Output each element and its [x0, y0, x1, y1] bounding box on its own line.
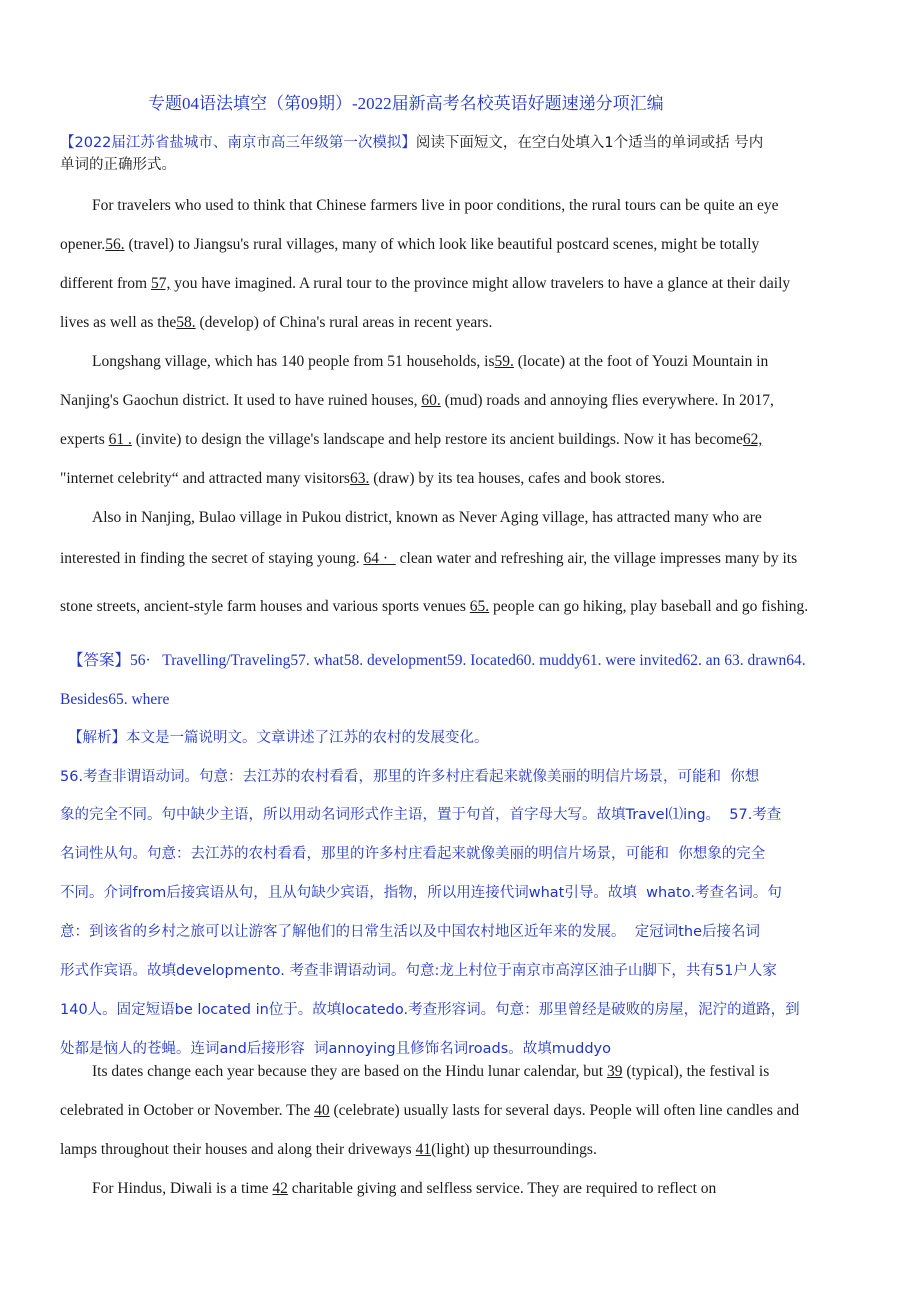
p1-text: different from: [60, 275, 151, 292]
analysis-line-9: 处都是恼人的苍蝇。连词and后接形容 词annoying且修饰名词roads。故填muddyo: [60, 1041, 611, 1057]
p4-text: (celebrate) usually lasts for several days. People will often line candles and: [329, 1102, 800, 1119]
blank-65: 65.: [469, 598, 490, 615]
blank-41: 41: [415, 1141, 432, 1158]
p3-line-1: Also in Nanjing, Bulao village in Pukou district, known as Never Aging village, has attracted many who are: [92, 509, 762, 526]
blank-61: 61 .: [108, 431, 132, 448]
source-tag: 【2022届江苏省盐城市、南京市高三年级第一次模拟】: [60, 135, 416, 151]
p4-line-1: [92, 1062, 769, 1082]
p2-line-3: [60, 430, 762, 450]
p1-text: (travel) to Jiangsu's rural villages, many of which look like beautiful postcard scenes, might be totally: [124, 236, 760, 253]
blank-59: 59.: [494, 353, 514, 370]
analysis-line-7: 形式作宾语。故填developmento. 考查非谓语动词。句意:龙上村位于南京市高淳区油子山脚下，共有51户人家: [60, 963, 777, 979]
p1-text: lives as well as the: [60, 314, 177, 331]
p2-text: "internet celebrity“ and attracted many visitors: [60, 470, 350, 487]
analysis-line-8: 140人。固定短语be located in位于。故填locatedo.考查形容词。句意：那里曾经是破败的房屋，泥泞的道路，到: [60, 1002, 800, 1018]
p2-text: Longshang village, which has 140 people from 51 households, is: [92, 353, 495, 370]
instruction-line-1: [60, 133, 763, 153]
analysis-line-4: 名词性从句。句意：去江苏的农村看看，那里的许多村庄看起来就像美丽的明信片场景，可能和 你想象的完全: [60, 846, 766, 862]
blank-60: 60.: [421, 392, 441, 409]
instruction-text: 阅读下面短文，在空白处填入1个适当的单词或括 号内: [415, 135, 764, 151]
p4-text: Its dates change each year because they are based on the Hindu lunar calendar, but: [92, 1063, 607, 1080]
p1-text: (develop) of China's rural areas in recent years.: [195, 314, 493, 331]
blank-39: 39: [606, 1063, 623, 1080]
p3-line-3: [60, 597, 808, 617]
p5-text: For Hindus, Diwali is a time: [92, 1180, 273, 1197]
p4-line-2: [60, 1101, 799, 1121]
p5-text: charitable giving and selfless service. They are required to reflect on: [287, 1180, 717, 1197]
answer-line-2: Besides65. where: [60, 691, 170, 708]
p3-line-2: [60, 549, 797, 569]
p2-text: (mud) roads and annoying flies everywhere. In 2017,: [440, 392, 774, 409]
blank-42: 42: [272, 1180, 288, 1197]
blank-56: 56.: [105, 236, 125, 253]
p1-line-1: For travelers who used to think that Chinese farmers live in poor conditions, the rural tours can be quite an eye: [92, 197, 779, 214]
analysis-line-3: 象的完全不同。句中缺少主语，所以用动名词形式作主语，置于句首，首字母大写。故填Travel⑴ing。 57.考查: [60, 807, 782, 823]
p1-line-4: [60, 313, 492, 333]
analysis-line-6: 意：到该省的乡村之旅可以让游客了解他们的日常生活以及中国农村地区近年来的发展。 定冠词the后接名词: [60, 924, 761, 940]
p2-line-4: [60, 469, 665, 489]
p2-line-2: [60, 391, 774, 411]
p3-text: interested in finding the secret of staying young.: [60, 550, 364, 567]
blank-57: 57,: [150, 275, 171, 292]
p4-line-3: [60, 1140, 597, 1160]
p2-text: (locate) at the foot of Youzi Mountain in: [513, 353, 769, 370]
p5-line-1: [92, 1179, 716, 1199]
blank-62: 62,: [742, 431, 763, 448]
instruction-line-2: 单词的正确形式。: [60, 157, 176, 173]
p2-text: Nanjing's Gaochun district. It used to have ruined houses,: [60, 392, 422, 409]
p1-line-3: [60, 274, 790, 294]
p2-text: (draw) by its tea houses, cafes and book stores.: [369, 470, 666, 487]
p4-text: (light) up thesurroundings.: [431, 1141, 597, 1158]
p3-text: stone streets, ancient-style farm houses and various sports venues: [60, 598, 470, 615]
page-title: 专题04语法填空（第09期）-2022届新高考名校英语好题速递分项汇编: [148, 94, 664, 113]
p1-line-2: [60, 235, 759, 255]
p2-text: experts: [60, 431, 109, 448]
p1-text: you have imagined. A rural tour to the province might allow travelers to have a glance at their daily: [170, 275, 791, 292]
p3-text: people can go hiking, play baseball and go fishing.: [489, 598, 809, 615]
blank-58: 58.: [176, 314, 196, 331]
analysis-line-1: 【解析】本文是一篇说明文。文章讲述了江苏的农村的发展变化。: [68, 730, 489, 746]
analysis-line-2: 56.考查非谓语动词。句意：去江苏的农村看看，那里的许多村庄看起来就像美丽的明信片场景，可能和 你想: [60, 769, 760, 785]
p2-line-1: [92, 352, 768, 372]
p4-text: lamps throughout their houses and along their driveways: [60, 1141, 416, 1158]
p3-text: clean water and refreshing air, the village impresses many by its: [395, 550, 798, 567]
answer-line-1: 【答案】56· Travelling/Traveling57. what58. development59. Iocated60. muddy61. were invited62. an 63. drawn64.: [68, 652, 806, 669]
p4-text: celebrated in October or November. The: [60, 1102, 315, 1119]
blank-63: 63.: [349, 470, 370, 487]
analysis-line-5: 不同。介词from后接宾语从句，且从句缺少宾语，指物，所以用连接代词what引导。故填 whato.考查名词。句: [60, 885, 782, 901]
blank-40: 40: [314, 1102, 330, 1119]
blank-64: 64 ·: [363, 550, 396, 567]
p4-text: (typical), the festival is: [622, 1063, 770, 1080]
p1-text: opener.: [60, 236, 106, 253]
p2-text: (invite) to design the village's landscape and help restore its ancient buildings. Now it has become: [131, 431, 743, 448]
